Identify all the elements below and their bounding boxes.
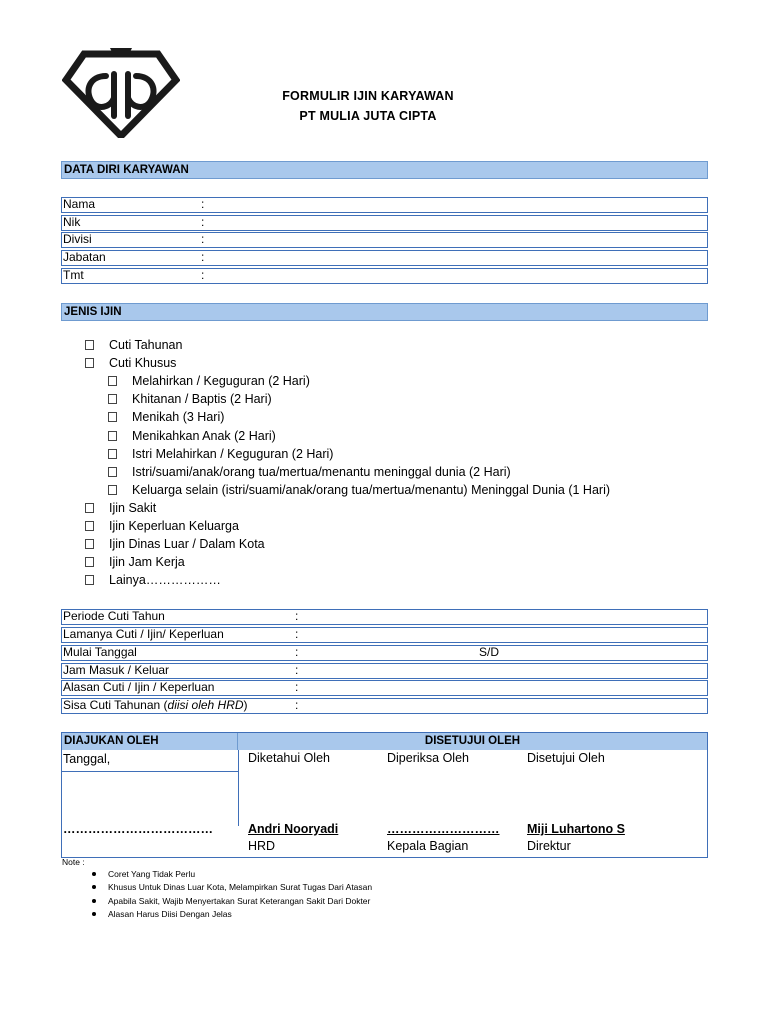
tanggal-label: Tanggal, [63, 752, 111, 766]
kepala-role: Kepala Bagian [387, 839, 469, 853]
checkbox-icon[interactable] [85, 358, 94, 368]
field-label: Divisi [63, 232, 92, 246]
field-label: Nama [63, 197, 96, 211]
field-colon: : [201, 215, 205, 229]
checkbox-icon[interactable] [108, 394, 117, 404]
field-colon: : [201, 197, 205, 211]
direktur-name: Miji Luhartono S [527, 822, 625, 836]
hrd-name: Andri Nooryadi [248, 822, 339, 836]
note-label: Note : [62, 857, 85, 867]
bullet-icon [92, 899, 96, 903]
company-logo-icon [62, 46, 180, 138]
field-colon: : [201, 232, 205, 246]
field-label: Lamanya Cuti / Ijin/ Keperluan [63, 627, 224, 641]
field-alasan-cuti[interactable] [61, 680, 708, 696]
disetujui-oleh-header: DISETUJUI OLEH [238, 733, 707, 750]
field-label: Alasan Cuti / Ijin / Keperluan [63, 680, 215, 694]
direktur-role: Direktur [527, 839, 571, 853]
field-label: Tmt [63, 268, 84, 282]
field-nama[interactable] [61, 197, 708, 213]
field-periode-cuti[interactable] [61, 609, 708, 625]
checkbox-icon[interactable] [85, 539, 94, 549]
field-colon: : [295, 680, 299, 694]
field-label: Sisa Cuti Tahunan (diisi oleh HRD) [63, 698, 248, 712]
sd-separator: S/D [479, 645, 500, 659]
field-colon: : [201, 250, 205, 264]
checkbox-icon[interactable] [85, 340, 94, 350]
checkbox-icon[interactable] [108, 376, 117, 386]
field-jabatan[interactable] [61, 250, 708, 266]
column-divider [238, 750, 239, 826]
company-name: PT MULIA JUTA CIPTA [299, 109, 437, 123]
form-title: FORMULIR IJIN KARYAWAN [282, 89, 454, 103]
field-mulai-tanggal[interactable] [61, 645, 708, 661]
checkbox-icon[interactable] [85, 575, 94, 585]
field-divisi[interactable] [61, 232, 708, 248]
section-jenis-ijin-header: JENIS IJIN [61, 303, 708, 321]
field-colon: : [295, 698, 299, 712]
field-label: Jam Masuk / Keluar [63, 663, 170, 677]
checkbox-icon[interactable] [108, 467, 117, 477]
checkbox-icon[interactable] [85, 557, 94, 567]
field-jam-masuk-keluar[interactable] [61, 663, 708, 679]
hrd-role: HRD [248, 839, 276, 853]
field-colon: : [295, 627, 299, 641]
section-data-diri-header: DATA DIRI KARYAWAN [61, 161, 708, 179]
checkbox-icon[interactable] [108, 485, 117, 495]
checkbox-icon[interactable] [85, 503, 94, 513]
field-colon: : [295, 663, 299, 677]
field-label: Periode Cuti Tahun [63, 609, 165, 623]
disetujui-oleh-label: Disetujui Oleh [527, 751, 605, 765]
field-label: Jabatan [63, 250, 106, 264]
diketahui-oleh-label: Diketahui Oleh [248, 751, 330, 765]
applicant-signature-line: ……………………………… [63, 822, 213, 836]
approval-table [61, 732, 708, 858]
field-label: Mulai Tanggal [63, 645, 137, 659]
bullet-icon [92, 885, 96, 889]
checkbox-icon[interactable] [108, 431, 117, 441]
diperiksa-oleh-label: Diperiksa Oleh [387, 751, 469, 765]
field-nik[interactable] [61, 215, 708, 231]
bullet-icon [92, 872, 96, 876]
field-colon: : [295, 609, 299, 623]
checkbox-icon[interactable] [85, 521, 94, 531]
diajukan-oleh-header: DIAJUKAN OLEH [62, 733, 238, 750]
field-lamanya-cuti[interactable] [61, 627, 708, 643]
field-colon: : [295, 645, 299, 659]
kepala-signature-line: ……………………… [387, 822, 500, 836]
bullet-icon [92, 912, 96, 916]
field-colon: : [201, 268, 205, 282]
field-label: Nik [63, 215, 81, 229]
field-sisa-cuti[interactable] [61, 698, 708, 714]
field-tmt[interactable] [61, 268, 708, 284]
checkbox-icon[interactable] [108, 449, 117, 459]
checkbox-icon[interactable] [108, 412, 117, 422]
